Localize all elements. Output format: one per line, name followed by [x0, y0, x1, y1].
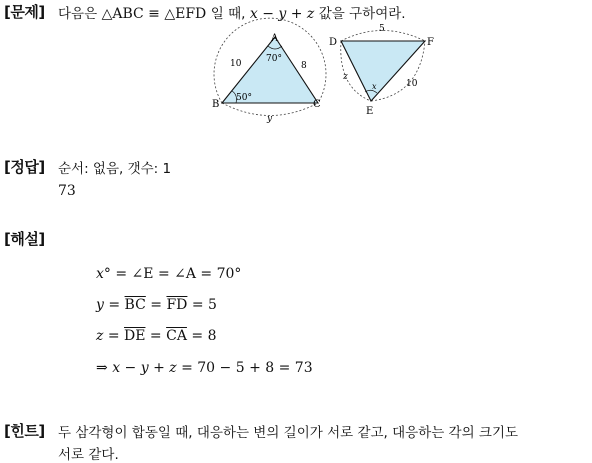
segment-fd: $\overline{FD}$ — [166, 297, 188, 313]
problem-prefix: 다음은 — [58, 6, 98, 22]
problem-tag: [문제] — [4, 3, 45, 21]
solution-line-2-c: = — [150, 297, 162, 313]
problem-congruence: △ABC ≡ △EFD — [101, 6, 207, 22]
angle-e-label: x — [372, 82, 377, 91]
problem-mid: 일 때, — [210, 6, 246, 22]
vertex-e: E — [366, 106, 374, 117]
solution-line-3-e: = 8 — [191, 328, 217, 344]
vertex-f: F — [427, 37, 434, 48]
triangle-dfe-fill — [341, 41, 425, 101]
answer-line-1: 순서: 없음, 갯수: 1 — [58, 161, 172, 177]
solution-line-2-e: = 5 — [191, 297, 217, 313]
segment-bc: $\overline{BC}$ — [124, 297, 146, 313]
solution-line-3-a: z = — [96, 328, 120, 344]
side-ac-label: 8 — [301, 61, 307, 71]
solution-line-1-a: x° — [96, 266, 111, 282]
solution-line-4 — [96, 360, 313, 376]
triangle-figures — [0, 0, 592, 125]
hint-line-1: 두 삼각형이 합동일 때, 대응하는 변의 길이가 서로 같고, 대응하는 각의 크기도 — [58, 425, 519, 441]
hint-line-2: 서로 같다. — [58, 447, 119, 463]
solution-line-3 — [96, 328, 216, 344]
problem-suffix: 값을 구하여라. — [318, 6, 406, 22]
vertex-c: C — [313, 99, 321, 110]
implies-arrow: ⇒ — [96, 360, 108, 376]
solution-line-1-b: = ∠E = ∠A = 70° — [115, 266, 242, 282]
solution-tag: [해설] — [4, 230, 45, 248]
segment-ca: $\overline{CA}$ — [166, 328, 187, 344]
triangle-dfe — [329, 24, 434, 117]
vertex-d: D — [329, 37, 338, 48]
triangle-abc — [212, 18, 326, 124]
answer-tag: [정답] — [4, 158, 45, 176]
side-ef-label: 10 — [406, 79, 418, 89]
solution-line-3-c: = — [149, 328, 162, 344]
vertex-b: B — [212, 99, 220, 110]
solution-line-1 — [96, 266, 241, 282]
solution-line-2 — [96, 297, 217, 313]
answer-value: 73 — [58, 183, 76, 199]
solution-line-4-result: = 70 − 5 + 8 = 73 — [181, 360, 313, 376]
side-de-label: z — [343, 72, 348, 82]
hint-tag: [힌트] — [4, 422, 45, 440]
solution-line-2-a: y = — [96, 297, 121, 313]
side-bc-label: y — [267, 114, 273, 124]
solution-line-4-expr: x − y + z — [112, 360, 177, 376]
angle-a-label: 70° — [266, 54, 282, 64]
side-ab-label: 10 — [230, 59, 242, 69]
problem-expression: x − y + z — [249, 6, 315, 22]
side-df-label: 5 — [379, 24, 385, 34]
vertex-a: A — [271, 33, 279, 44]
angle-b-label: 50° — [236, 93, 252, 103]
segment-de: $\overline{DE}$ — [124, 328, 146, 344]
